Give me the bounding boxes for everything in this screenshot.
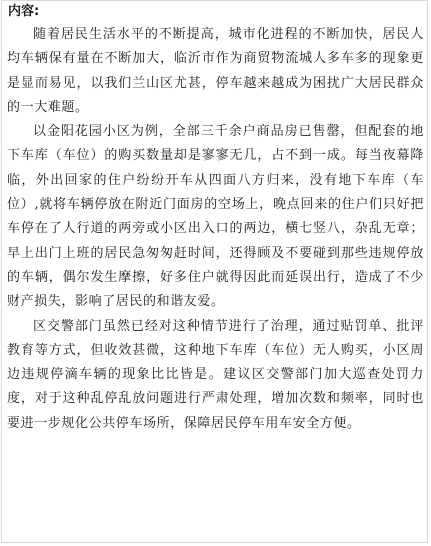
content-body <box>7 23 424 436</box>
paragraph-2: 以金阳花园小区为例，全部三千余户商品房已售罄，但配套的地下车库（车位）的购买数量却是寥寥无几，占不到一成。每当夜幕降临，外出回家的住户纷纷开车从四面八方归来，没有地下车库（车位）,就将车辆停放在附近门面房的空场上，晚点回来的住户们只好把车停在了人行道的两旁或小区出入口的两边，横七竖八，杂乱无章；早上出门上班的居民急匆匆赶时间，还得顾及不要碰到那些违规停放的车辆，偶尔发生摩擦，好多住户就得因此而延误出行，造成了不少财产损失，影响了居民的和谐友爱。 <box>7 124 424 310</box>
content-panel <box>1 0 428 543</box>
paragraph-1: 随着居民生活水平的不断提高，城市化进程的不断加快，居民人均车辆保有量在不断加大，临沂市作为商贸物流城人多车多的现象更是显而易见，以我们兰山区尤甚，停车越来越成为困扰广大居民群众的一大难题。 <box>7 27 424 115</box>
paragraph-3: 区交警部门虽然已经对这种情节进行了治理，通过贴罚单、批评教育等方式，但收效甚微，这种地下车库（车位）无人购买，小区周边违规停滴车辆的现象比比皆是。建议区交警部门加大巡查处罚力度，对于这种乱停乱放问题进行严肃处理，增加次数和频率，同时也要进一步规化公共停车场所，保障居民停车用车安全方便。 <box>7 318 424 431</box>
content-heading: 内容: <box>8 4 40 19</box>
